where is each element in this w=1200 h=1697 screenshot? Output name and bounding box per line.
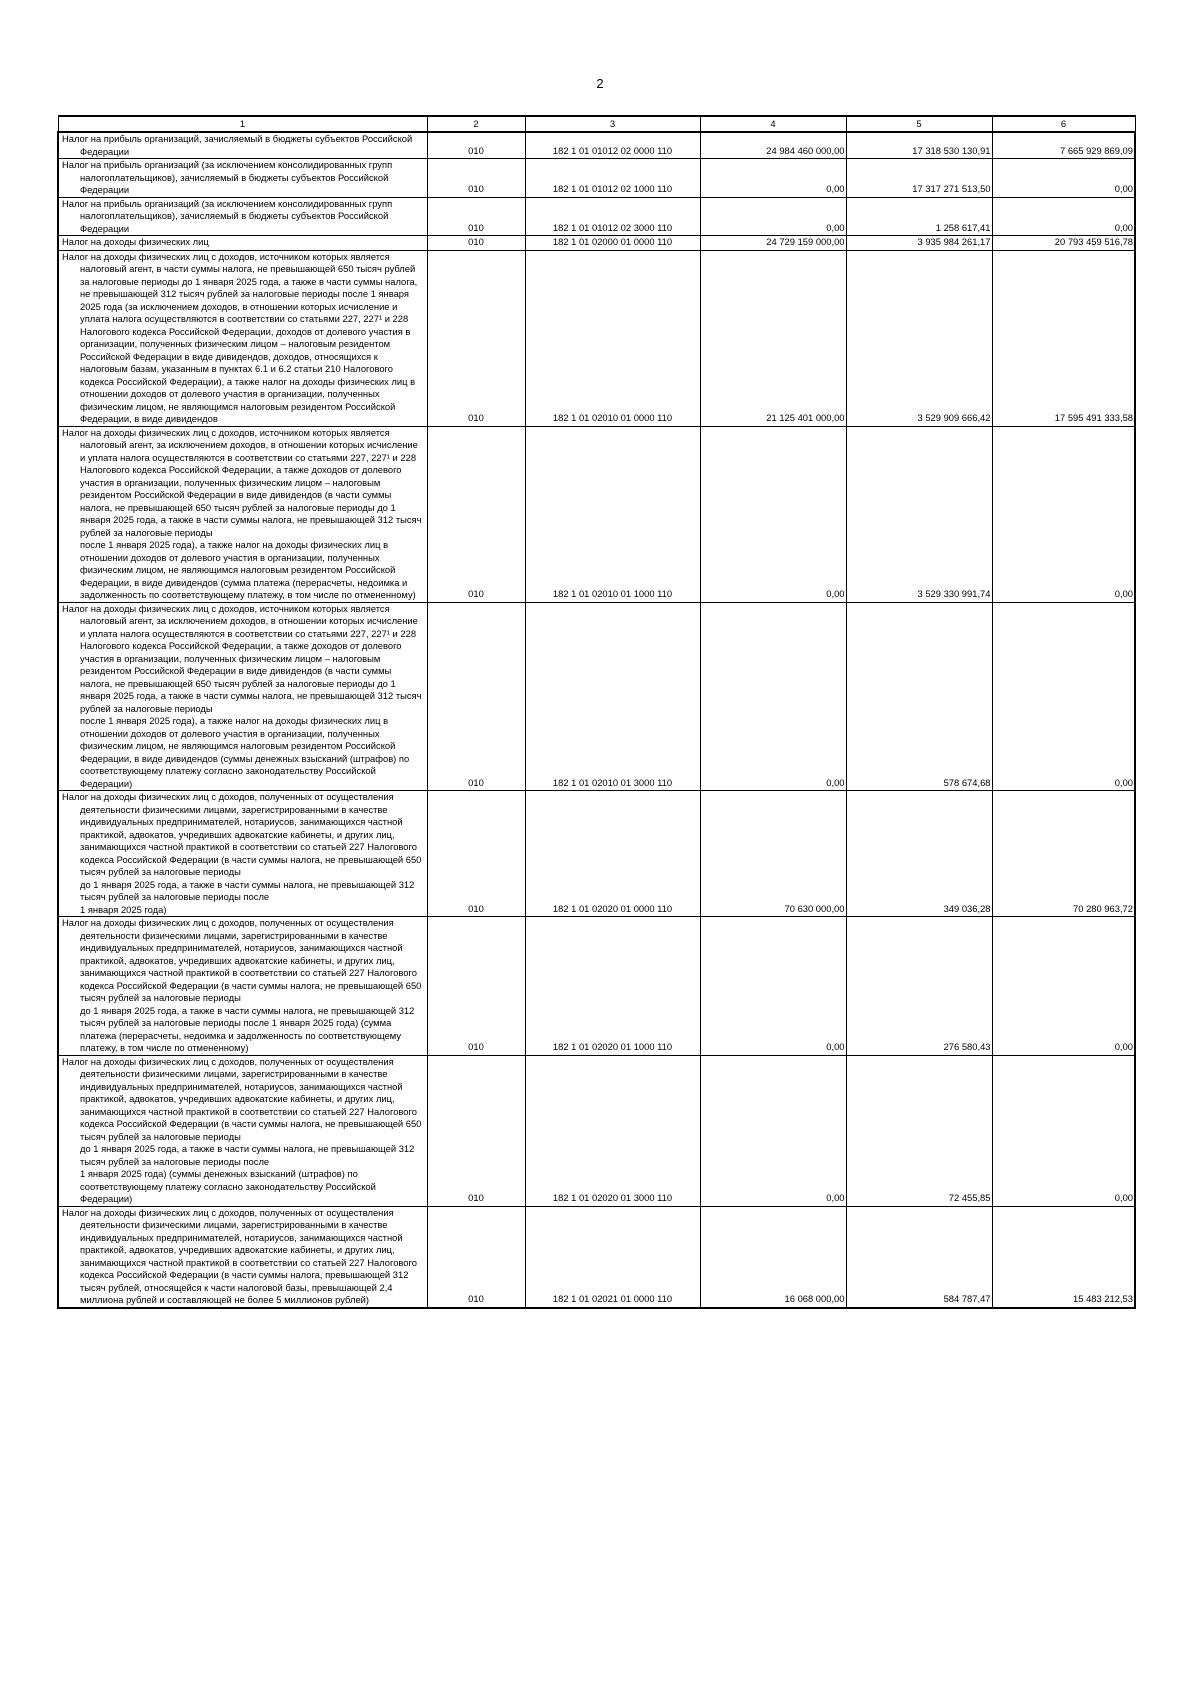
approved-amount-cell: 0,00 <box>700 426 846 602</box>
page-number: 2 <box>596 76 604 91</box>
income-name-cell: Налог на доходы физических лиц с доходов, источником которых является налоговый агент, за исключением доходов, в отношении которых исчисление и уплата налога осуществляются в соответствии со статьями 227, 227¹ и 228 Налогового кодекса Российской Федерации, а также доходов от долевого участия в организации, полученных физическим лицом – налоговым резидентом Российской Федерации в виде дивидендов (в части суммы налога, не превышающей 650 тысяч рублей за налоговые периоды до 1 января 2025 года, а также в части суммы налога, не превышающей 312 тысяч рублей за налоговые периоды после 1 января 2025 года), а также налог на доходы физических лиц в отношении доходов от долевого участия в организации, полученных физическим лицом, не являющимся налоговым резидентом Российской Федерации, в виде дивидендов (суммы денежных взысканий (штрафов) по соответствующему платежу согласно законодательству Российской Федерации) <box>58 602 427 791</box>
line-code-cell: 010 <box>427 791 525 917</box>
approved-amount-cell: 0,00 <box>700 917 846 1056</box>
income-name-cell: Налог на доходы физических лиц с доходов, полученных от осуществления деятельности физическими лицами, зарегистрированными в качестве индивидуальных предпринимателей, нотариусов, занимающихся частной практикой, адвокатов, учредивших адвокатские кабинеты, и других лиц, занимающихся частной практикой в соответствии со статьей 227 Налогового кодекса Российской Федерации (в части суммы налога, не превышающей 650 тысяч рублей за налоговые периоды до 1 января 2025 года, а также в части суммы налога, не превышающей 312 тысяч рублей за налоговые периоды после 1 января 2025 года) (сумма платежа (перерасчеты, недоимка и задолженность по соответствующему платежу, в том числе по отмененному) <box>58 917 427 1056</box>
line-code-cell: 010 <box>427 602 525 791</box>
remaining-amount-cell: 0,00 <box>992 426 1135 602</box>
executed-amount-cell: 349 036,28 <box>846 791 992 917</box>
table-row <box>58 426 1135 602</box>
line-code-cell: 010 <box>427 132 525 159</box>
table-row <box>58 236 1135 251</box>
income-name-cell: Налог на доходы физических лиц <box>58 236 427 251</box>
remaining-amount-cell: 17 595 491 333,58 <box>992 250 1135 426</box>
approved-amount-cell: 24 729 159 000,00 <box>700 236 846 251</box>
executed-amount-cell: 3 529 909 666,42 <box>846 250 992 426</box>
executed-amount-cell: 3 935 984 261,17 <box>846 236 992 251</box>
table-row <box>58 159 1135 198</box>
column-header: 3 <box>525 116 700 132</box>
income-name-cell: Налог на прибыль организаций (за исключением консолидированных групп налогоплательщиков), зачисляемый в бюджеты субъектов Российской Федерации <box>58 159 427 198</box>
executed-amount-cell: 276 580,43 <box>846 917 992 1056</box>
executed-amount-cell: 17 318 530 130,91 <box>846 132 992 159</box>
remaining-amount-cell: 70 280 963,72 <box>992 791 1135 917</box>
remaining-amount-cell: 0,00 <box>992 159 1135 198</box>
budget-classification-code-cell: 182 1 01 02021 01 0000 110 <box>525 1206 700 1308</box>
line-code-cell: 010 <box>427 1055 525 1206</box>
executed-amount-cell: 1 258 617,41 <box>846 197 992 236</box>
column-number-row <box>58 116 1135 132</box>
approved-amount-cell: 0,00 <box>700 1055 846 1206</box>
executed-amount-cell: 3 529 330 991,74 <box>846 426 992 602</box>
approved-amount-cell: 16 068 000,00 <box>700 1206 846 1308</box>
budget-classification-code-cell: 182 1 01 02010 01 3000 110 <box>525 602 700 791</box>
remaining-amount-cell: 7 665 929 869,09 <box>992 132 1135 159</box>
income-name-cell: Налог на доходы физических лиц с доходов, источником которых является налоговый агент, за исключением доходов, в отношении которых исчисление и уплата налога осуществляются в соответствии со статьями 227, 227¹ и 228 Налогового кодекса Российской Федерации, а также доходов от долевого участия в организации, полученных физическим лицом – налоговым резидентом Российской Федерации в виде дивидендов (в части суммы налога, не превышающей 650 тысяч рублей за налоговые периоды до 1 января 2025 года, а также в части суммы налога, не превышающей 312 тысяч рублей за налоговые периоды после 1 января 2025 года), а также налог на доходы физических лиц в отношении доходов от долевого участия в организации, полученных физическим лицом, не являющимся налоговым резидентом Российской Федерации, в виде дивидендов (сумма платежа (перерасчеты, недоимка и задолженность по соответствующему платежу, в том числе по отмененному) <box>58 426 427 602</box>
table-row <box>58 1055 1135 1206</box>
income-name-cell: Налог на доходы физических лиц с доходов, полученных от осуществления деятельности физическими лицами, зарегистрированными в качестве индивидуальных предпринимателей, нотариусов, занимающихся частной практикой, адвокатов, учредивших адвокатские кабинеты, и других лиц, занимающихся частной практикой в соответствии со статьей 227 Налогового кодекса Российской Федерации (в части суммы налога, превышающей 312 тысяч рублей, относящейся к части налоговой базы, превышающей 2,4 миллиона рублей и составляющей не более 5 миллионов рублей) <box>58 1206 427 1308</box>
budget-classification-code-cell: 182 1 01 02010 01 1000 110 <box>525 426 700 602</box>
executed-amount-cell: 584 787,47 <box>846 1206 992 1308</box>
table-row <box>58 602 1135 791</box>
budget-classification-code-cell: 182 1 01 01012 02 1000 110 <box>525 159 700 198</box>
column-header: 4 <box>700 116 846 132</box>
line-code-cell: 010 <box>427 250 525 426</box>
remaining-amount-cell: 0,00 <box>992 602 1135 791</box>
income-name-cell: Налог на доходы физических лиц с доходов, полученных от осуществления деятельности физическими лицами, зарегистрированными в качестве индивидуальных предпринимателей, нотариусов, занимающихся частной практикой, адвокатов, учредивших адвокатские кабинеты, и других лиц, занимающихся частной практикой в соответствии со статьей 227 Налогового кодекса Российской Федерации (в части суммы налога, не превышающей 650 тысяч рублей за налоговые периоды до 1 января 2025 года, а также в части суммы налога, не превышающей 312 тысяч рублей за налоговые периоды после 1 января 2025 года) <box>58 791 427 917</box>
table-row <box>58 791 1135 917</box>
column-header: 6 <box>992 116 1135 132</box>
income-name-cell: Налог на прибыль организаций, зачисляемый в бюджеты субъектов Российской Федерации <box>58 132 427 159</box>
line-code-cell: 010 <box>427 917 525 1056</box>
table-row <box>58 917 1135 1056</box>
budget-classification-code-cell: 182 1 01 01012 02 0000 110 <box>525 132 700 159</box>
approved-amount-cell: 21 125 401 000,00 <box>700 250 846 426</box>
budget-revenue-table <box>57 115 1136 1309</box>
table-row <box>58 250 1135 426</box>
line-code-cell: 010 <box>427 197 525 236</box>
table-row <box>58 1206 1135 1308</box>
approved-amount-cell: 0,00 <box>700 602 846 791</box>
approved-amount-cell: 0,00 <box>700 159 846 198</box>
executed-amount-cell: 578 674,68 <box>846 602 992 791</box>
income-name-cell: Налог на доходы физических лиц с доходов, источником которых является налоговый агент, в части суммы налога, не превышающей 650 тысяч рублей за налоговые периоды до 1 января 2025 года, а также в части суммы налога, не превышающей 312 тысяч рублей за налоговые периоды после 1 января 2025 года (за исключением доходов, в отношении которых исчисление и уплата налога осуществляются в соответствии со статьями 227, 227¹ и 228 Налогового кодекса Российской Федерации, доходов от долевого участия в организации, полученных физическим лицом – налоговым резидентом Российской Федерации в виде дивидендов, доходов, относящихся к налоговым базам, указанным в пунктах 6.1 и 6.2 статьи 210 Налогового кодекса Российской Федерации), а также налог на доходы физических лиц в отношении доходов от долевого участия в организации, полученных физическим лицом, не являющимся налоговым резидентом Российской Федерации, в виде дивидендов <box>58 250 427 426</box>
line-code-cell: 010 <box>427 236 525 251</box>
remaining-amount-cell: 0,00 <box>992 917 1135 1056</box>
table-row <box>58 197 1135 236</box>
line-code-cell: 010 <box>427 1206 525 1308</box>
income-name-cell: Налог на прибыль организаций (за исключением консолидированных групп налогоплательщиков), зачисляемый в бюджеты субъектов Российской Федерации <box>58 197 427 236</box>
column-header: 5 <box>846 116 992 132</box>
budget-classification-code-cell: 182 1 01 02010 01 0000 110 <box>525 250 700 426</box>
remaining-amount-cell: 20 793 459 516,78 <box>992 236 1135 251</box>
approved-amount-cell: 0,00 <box>700 197 846 236</box>
remaining-amount-cell: 0,00 <box>992 1055 1135 1206</box>
budget-classification-code-cell: 182 1 01 02020 01 1000 110 <box>525 917 700 1056</box>
budget-classification-code-cell: 182 1 01 01012 02 3000 110 <box>525 197 700 236</box>
executed-amount-cell: 17 317 271 513,50 <box>846 159 992 198</box>
column-header: 2 <box>427 116 525 132</box>
line-code-cell: 010 <box>427 426 525 602</box>
budget-classification-code-cell: 182 1 01 02020 01 0000 110 <box>525 791 700 917</box>
executed-amount-cell: 72 455,85 <box>846 1055 992 1206</box>
income-name-cell: Налог на доходы физических лиц с доходов, полученных от осуществления деятельности физическими лицами, зарегистрированными в качестве индивидуальных предпринимателей, нотариусов, занимающихся частной практикой, адвокатов, учредивших адвокатские кабинеты, и других лиц, занимающихся частной практикой в соответствии со статьей 227 Налогового кодекса Российской Федерации (в части суммы налога, не превышающей 650 тысяч рублей за налоговые периоды до 1 января 2025 года, а также в части суммы налога, не превышающей 312 тысяч рублей за налоговые периоды после 1 января 2025 года) (суммы денежных взысканий (штрафов) по соответствующему платежу согласно законодательству Российской Федерации) <box>58 1055 427 1206</box>
budget-classification-code-cell: 182 1 01 02000 01 0000 110 <box>525 236 700 251</box>
remaining-amount-cell: 0,00 <box>992 197 1135 236</box>
approved-amount-cell: 70 630 000,00 <box>700 791 846 917</box>
budget-classification-code-cell: 182 1 01 02020 01 3000 110 <box>525 1055 700 1206</box>
table-row <box>58 132 1135 159</box>
column-header: 1 <box>58 116 427 132</box>
remaining-amount-cell: 15 483 212,53 <box>992 1206 1135 1308</box>
approved-amount-cell: 24 984 460 000,00 <box>700 132 846 159</box>
line-code-cell: 010 <box>427 159 525 198</box>
